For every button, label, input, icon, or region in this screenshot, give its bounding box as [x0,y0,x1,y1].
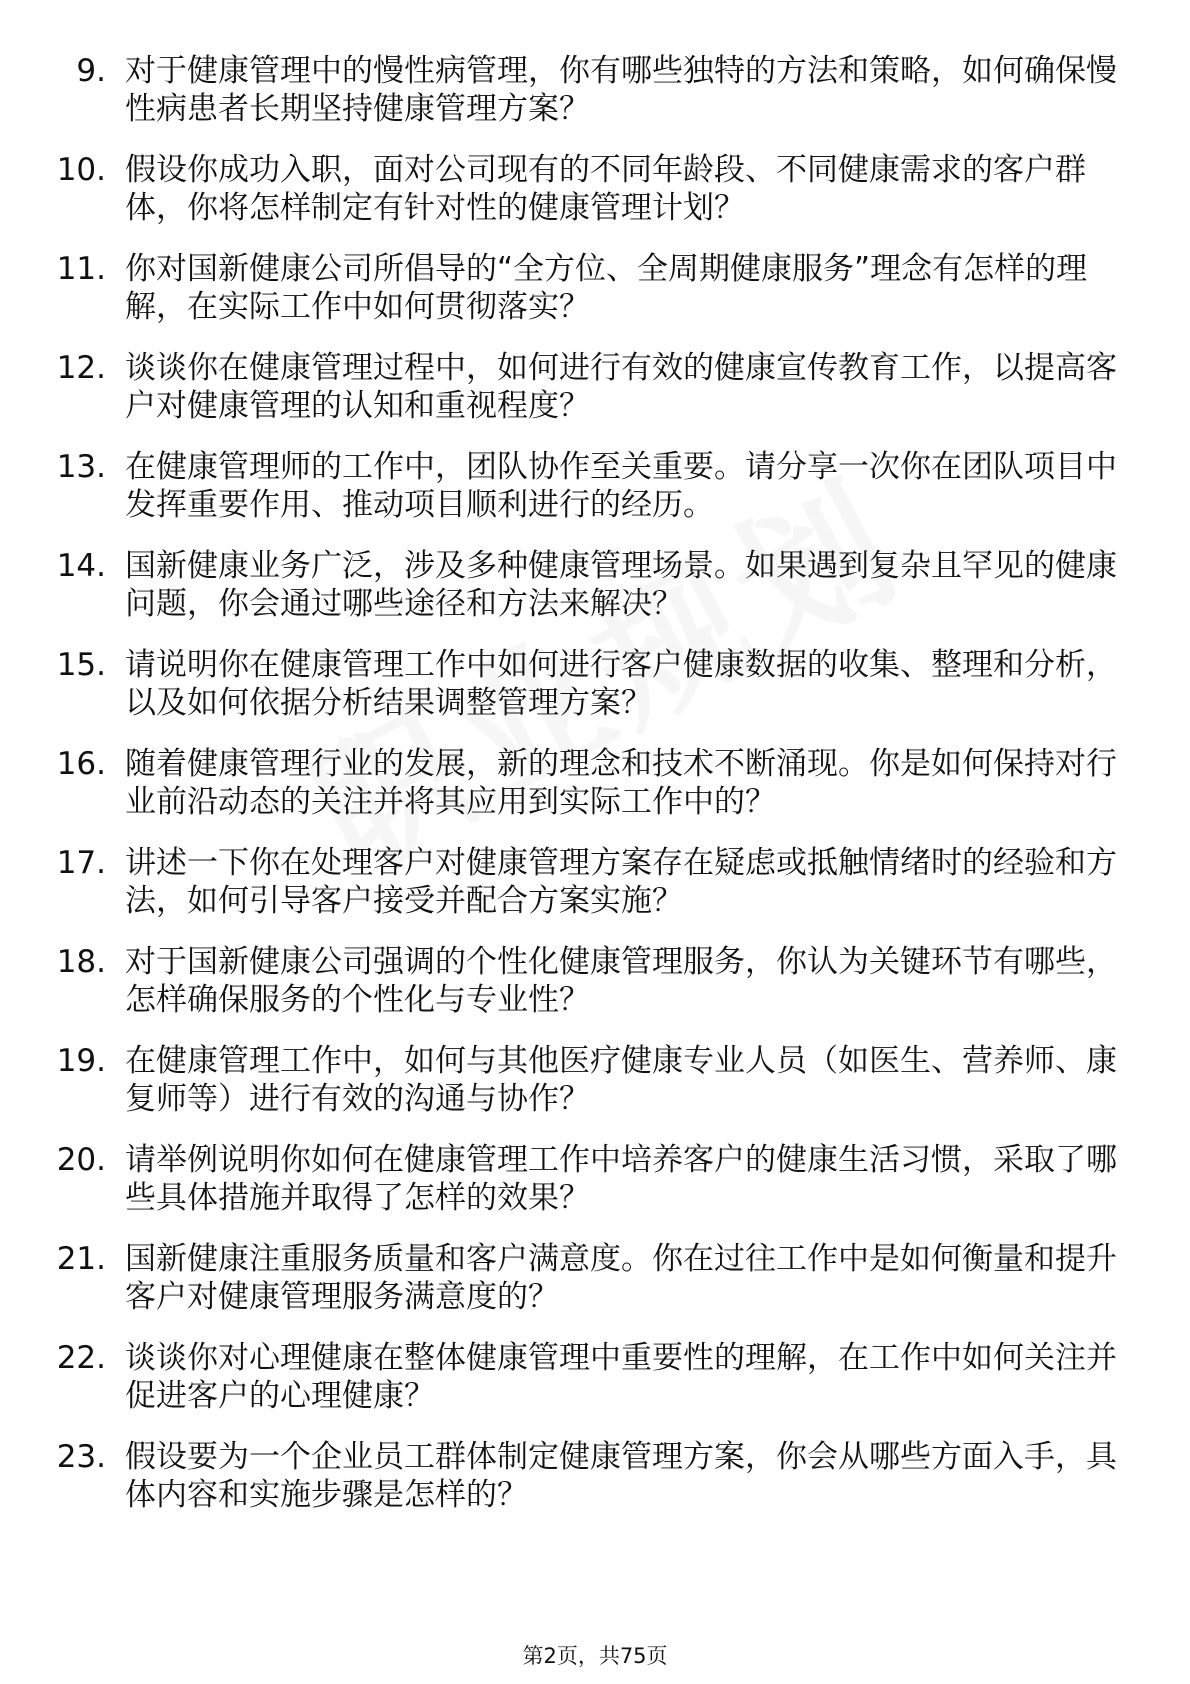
question-number: 10. [56,152,106,188]
page-footer [0,1640,1190,1670]
question-number: 22. [56,1340,106,1376]
question-item [0,745,1190,821]
question-number: 23. [56,1439,106,1475]
question-number: 18. [56,944,106,980]
question-item [0,52,1190,128]
question-text: 假设你成功入职，面对公司现有的不同年龄段、不同健康需求的客户群体，你将怎样制定有针对性的健康管理计划？ [125,152,1086,226]
question-item [0,646,1190,722]
question-text: 谈谈你对心理健康在整体健康管理中重要性的理解，在工作中如何关注并促进客户的心理健康？ [125,1340,1117,1414]
question-number: 9. [76,53,106,89]
page-number-label: 第2页，共75页 [522,1644,668,1668]
question-number: 11. [56,251,106,287]
question-text: 谈谈你在健康管理过程中，如何进行有效的健康宣传教育工作，以提高客户对健康管理的认知和重视程度？ [125,350,1117,424]
question-text: 你对国新健康公司所倡导的“全方位、全周期健康服务”理念有怎样的理解，在实际工作中如何贯彻落实？ [125,251,1088,325]
question-item [0,349,1190,425]
question-text: 国新健康注重服务质量和客户满意度。你在过往工作中是如何衡量和提升客户对健康管理服务满意度的？ [125,1241,1117,1315]
question-number: 14. [56,548,106,584]
question-item [0,1042,1190,1118]
question-text: 请举例说明你如何在健康管理工作中培养客户的健康生活习惯，采取了哪些具体措施并取得了怎样的效果？ [125,1142,1117,1216]
question-item [0,1141,1190,1217]
question-item [0,844,1190,920]
question-number: 19. [56,1043,106,1079]
question-item [0,1438,1190,1514]
question-item [0,1339,1190,1415]
question-item [0,1240,1190,1316]
question-text: 请说明你在健康管理工作中如何进行客户健康数据的收集、整理和分析，以及如何依据分析结果调整管理方案？ [125,647,1117,721]
question-item [0,943,1190,1019]
question-number: 15. [56,647,106,683]
question-text: 国新健康业务广泛，涉及多种健康管理场景。如果遇到复杂且罕见的健康问题，你会通过哪些途径和方法来解决？ [125,548,1117,622]
question-list [0,52,1190,1537]
question-number: 16. [56,746,106,782]
question-number: 13. [56,449,106,485]
question-number: 12. [56,350,106,386]
question-number: 20. [56,1142,106,1178]
question-text: 对于国新健康公司强调的个性化健康管理服务，你认为关键环节有哪些，怎样确保服务的个性化与专业性？ [125,944,1117,1018]
question-number: 21. [56,1241,106,1277]
question-text: 在健康管理师的工作中，团队协作至关重要。请分享一次你在团队项目中发挥重要作用、推动项目顺利进行的经历。 [125,449,1117,523]
question-text: 对于健康管理中的慢性病管理，你有哪些独特的方法和策略，如何确保慢性病患者长期坚持健康管理方案？ [125,53,1117,127]
question-text: 在健康管理工作中，如何与其他医疗健康专业人员（如医生、营养师、康复师等）进行有效的沟通与协作？ [125,1043,1117,1117]
question-number: 17. [56,845,106,881]
question-item [0,250,1190,326]
question-text: 讲述一下你在处理客户对健康管理方案存在疑虑或抵触情绪时的经验和方法，如何引导客户接受并配合方案实施？ [125,845,1117,919]
question-text: 随着健康管理行业的发展，新的理念和技术不断涌现。你是如何保持对行业前沿动态的关注并将其应用到实际工作中的？ [125,746,1117,820]
question-item [0,448,1190,524]
question-item [0,151,1190,227]
question-item [0,547,1190,623]
question-text: 假设要为一个企业员工群体制定健康管理方案，你会从哪些方面入手，具体内容和实施步骤是怎样的？ [125,1439,1117,1513]
